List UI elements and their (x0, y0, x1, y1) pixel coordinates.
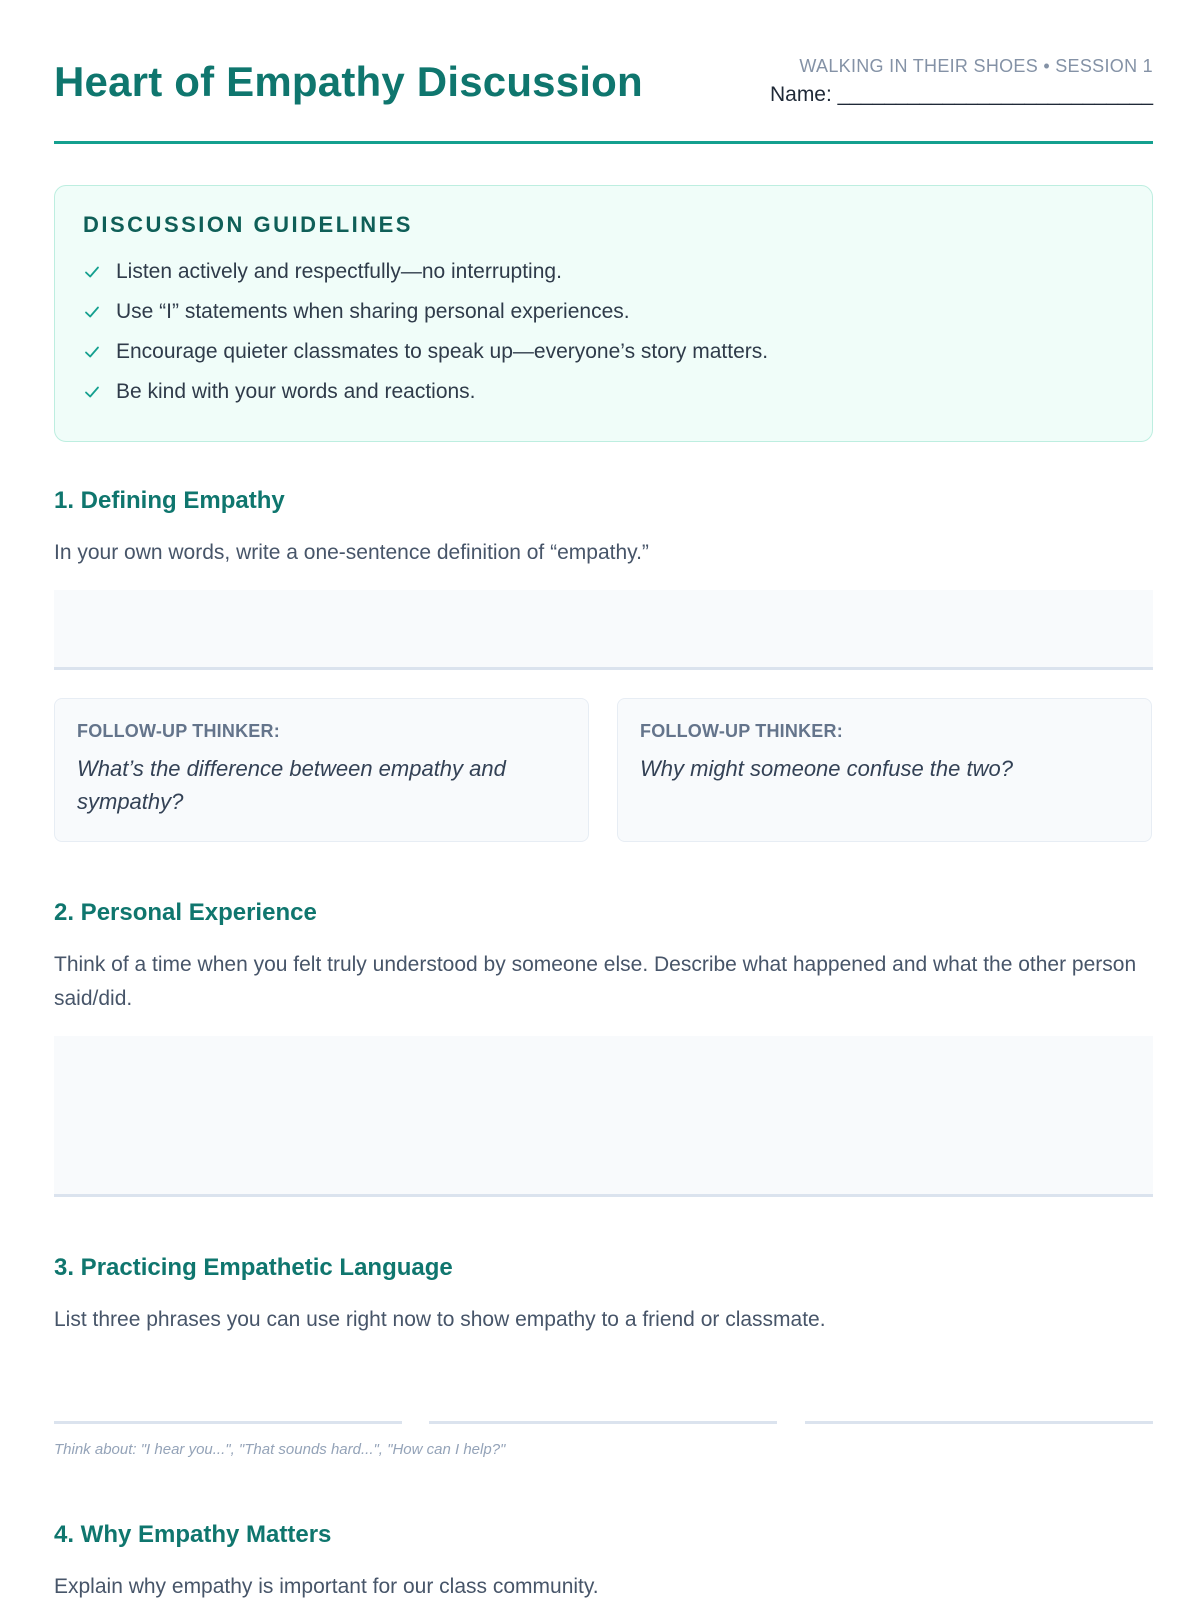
phrase-answer-line[interactable] (805, 1421, 1153, 1424)
guideline-text: Be kind with your words and reactions. (116, 380, 476, 403)
header (54, 0, 1153, 144)
thinker-question: What’s the difference between empathy and sympathy? (77, 756, 506, 814)
thinker-label: FOLLOW-UP THINKER: (77, 721, 280, 741)
check-icon (83, 343, 101, 361)
section-1-prompt: In your own words, write a one-sentence definition of “empathy.” (54, 541, 649, 564)
guideline-item (83, 292, 1124, 332)
section-1-title: 1. Defining Empathy (54, 487, 285, 514)
check-icon (83, 383, 101, 401)
phrase-answer-line[interactable] (429, 1421, 777, 1424)
section-4-title: 4. Why Empathy Matters (54, 1521, 332, 1548)
guideline-text: Listen actively and respectfully—no interrupting. (116, 260, 562, 283)
page-title: Heart of Empathy Discussion (54, 58, 643, 105)
section-2-prompt: Think of a time when you felt truly understood by someone else. Describe what happened and what the other person said/did. (54, 953, 1137, 1010)
follow-up-thinker-card (617, 698, 1152, 842)
section-3-prompt: List three phrases you can use right now to show empathy to a friend or classmate. (54, 1308, 826, 1331)
phrase-hint: Think about: "I hear you...", "That sounds hard...", "How can I help?" (54, 1441, 506, 1458)
section-4-prompt: Explain why empathy is important for our class community. (54, 1575, 599, 1598)
guideline-item (83, 252, 1124, 292)
definition-answer-box[interactable] (54, 590, 1153, 670)
discussion-guidelines-panel (54, 185, 1153, 442)
guideline-item (83, 332, 1124, 372)
guideline-item (83, 372, 1124, 412)
guideline-text: Use “I” statements when sharing personal experiences. (116, 300, 630, 323)
thinker-label: FOLLOW-UP THINKER: (640, 721, 843, 741)
check-icon (83, 303, 101, 321)
header-meta (770, 56, 1153, 107)
section-2-title: 2. Personal Experience (54, 899, 317, 926)
experience-answer-box[interactable] (54, 1036, 1153, 1197)
session-label: WALKING IN THEIR SHOES • SESSION 1 (799, 56, 1153, 76)
follow-up-thinker-card (54, 698, 589, 842)
name-field[interactable]: Name: ___________________________ (769, 83, 1153, 106)
phrase-answer-line[interactable] (54, 1421, 402, 1424)
guideline-text: Encourage quieter classmates to speak up—everyone’s story matters. (116, 340, 769, 363)
thinker-question: Why might someone confuse the two? (640, 756, 1013, 781)
guidelines-title: DISCUSSION GUIDELINES (83, 212, 413, 237)
section-3-title: 3. Practicing Empathetic Language (54, 1254, 453, 1281)
check-icon (83, 263, 101, 281)
